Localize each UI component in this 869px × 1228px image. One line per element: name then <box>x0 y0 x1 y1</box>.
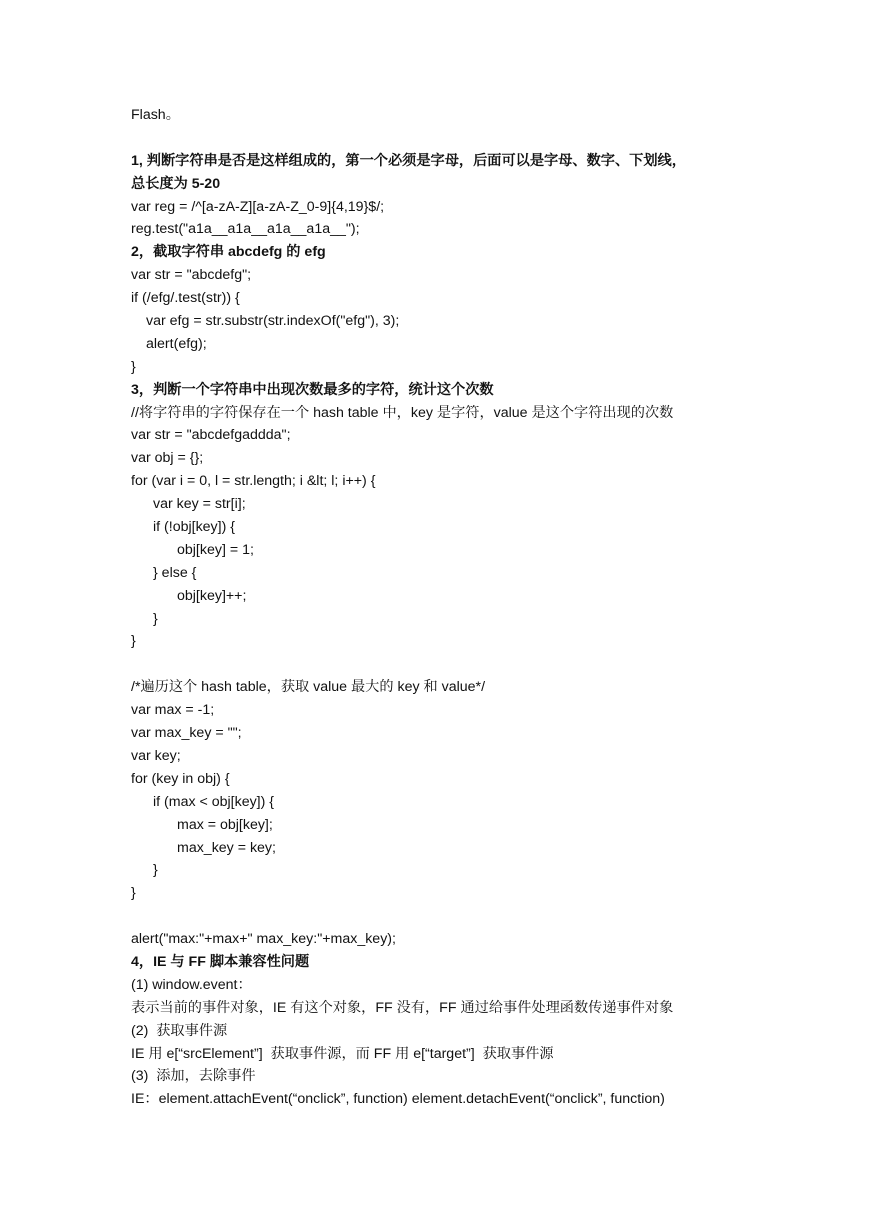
text-line: IE 用 e[“srcElement”] 获取事件源，而 FF 用 e[“target”] 获取事件源 <box>131 1045 554 1062</box>
spacer <box>131 653 771 676</box>
code-line: max_key = key; <box>177 839 276 856</box>
code-line: } <box>131 885 136 902</box>
code-line: for (key in obj) { <box>131 770 230 787</box>
code-line: var max_key = ""; <box>131 725 242 742</box>
code-line: alert(efg); <box>146 335 207 352</box>
code-line: obj[key] = 1; <box>177 541 254 558</box>
q3-heading: 3，判断一个字符串中出现次数最多的字符，统计这个次数 <box>131 381 494 398</box>
code-line: var str = "abcdefg"; <box>131 267 252 284</box>
code-line: var obj = {}; <box>131 450 204 467</box>
code-comment: //将字符串的字符保存在一个 hash table 中，key 是字符，value 是这个字符出现的次数 <box>131 404 674 421</box>
code-line: reg.test("a1a__a1a__a1a__a1a__"); <box>131 221 360 238</box>
q4-heading: 4，IE 与 FF 脚本兼容性问题 <box>131 953 310 970</box>
code-line: } else { <box>153 564 197 581</box>
code-line: if (max < obj[key]) { <box>153 793 275 810</box>
code-line: var key; <box>131 747 181 764</box>
code-line: max = obj[key]; <box>177 816 273 833</box>
code-line: alert("max:"+max+" max_key:"+max_key); <box>131 931 396 948</box>
code-line: var str = "abcdefgaddda"; <box>131 427 291 444</box>
code-line: for (var i = 0, l = str.length; i &lt; l; i++) { <box>131 473 376 490</box>
text-line: IE：element.attachEvent(“onclick”, function) element.detachEvent(“onclick”, function) <box>131 1091 665 1108</box>
text-line: (2) 获取事件源 <box>131 1022 228 1039</box>
code-line: } <box>131 358 136 375</box>
q1-heading-line2: 总长度为 5-20 <box>131 175 221 192</box>
code-line: } <box>131 633 136 650</box>
code-comment: /*遍历这个 hash table，获取 value 最大的 key 和 value*/ <box>131 679 486 696</box>
spacer <box>131 127 771 150</box>
code-line: obj[key]++; <box>177 587 247 604</box>
text-line: (1) window.event： <box>131 976 252 993</box>
document-page <box>131 104 771 1111</box>
code-line: var reg = /^[a-zA-Z][a-zA-Z_0-9]{4,19}$/; <box>131 198 385 215</box>
spacer <box>131 905 771 928</box>
intro-text: Flash。 <box>131 107 180 123</box>
code-line: if (/efg/.test(str)) { <box>131 290 240 307</box>
q2-heading: 2，截取字符串 abcdefg 的 efg <box>131 244 326 261</box>
q1-heading-line1: 1, 判断字符串是否是这样组成的，第一个必须是字母，后面可以是字母、数字、下划线， <box>131 152 686 169</box>
code-line: var efg = str.substr(str.indexOf("efg"), 3); <box>146 313 400 330</box>
code-line: var key = str[i]; <box>153 496 246 513</box>
code-line: } <box>153 610 158 627</box>
text-line: (3) 添加，去除事件 <box>131 1068 256 1085</box>
text-line: 表示当前的事件对象，IE 有这个对象，FF 没有，FF 通过给事件处理函数传递事件对象 <box>131 999 674 1016</box>
code-line: if (!obj[key]) { <box>153 519 236 536</box>
code-line: } <box>153 862 158 879</box>
code-line: var max = -1; <box>131 702 215 719</box>
